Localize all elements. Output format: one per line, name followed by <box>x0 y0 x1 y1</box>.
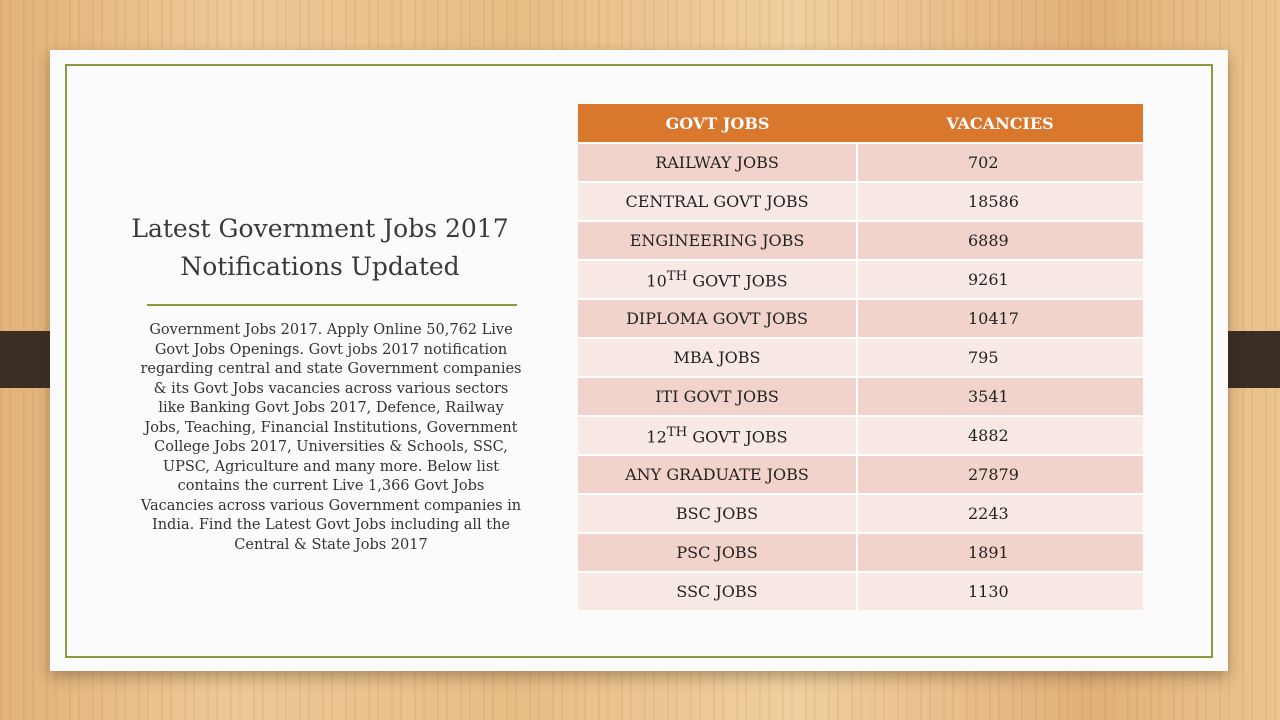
vacancies-cell: 1891 <box>857 533 1143 572</box>
table-row <box>578 260 1143 299</box>
job-suffix: GOVT JOBS <box>687 427 788 447</box>
vacancies-cell: 702 <box>857 143 1143 182</box>
vacancies-cell: 27879 <box>857 455 1143 494</box>
job-superscript: TH <box>666 424 688 440</box>
job-cell: ANY GRADUATE JOBS <box>578 455 857 494</box>
slide-title-line2: Notifications Updated <box>180 252 460 281</box>
job-suffix: GOVT JOBS <box>687 271 788 291</box>
job-cell: RAILWAY JOBS <box>578 143 857 182</box>
vacancies-cell: 2243 <box>857 494 1143 533</box>
vacancies-cell: 6889 <box>857 221 1143 260</box>
vacancies-cell: 3541 <box>857 377 1143 416</box>
table-header-row <box>578 104 1143 143</box>
jobs-table <box>578 104 1143 610</box>
table-row <box>578 455 1143 494</box>
job-cell: SSC JOBS <box>578 572 857 610</box>
table-row <box>578 299 1143 338</box>
vacancies-cell: 18586 <box>857 182 1143 221</box>
table-row <box>578 494 1143 533</box>
job-cell: DIPLOMA GOVT JOBS <box>578 299 857 338</box>
job-cell <box>578 260 857 299</box>
table-row <box>578 182 1143 221</box>
vacancies-cell: 10417 <box>857 299 1143 338</box>
job-prefix: 10 <box>646 271 667 291</box>
table-row <box>578 572 1143 610</box>
header-vacancies: VACANCIES <box>857 104 1143 143</box>
title-divider <box>147 304 517 306</box>
job-cell: BSC JOBS <box>578 494 857 533</box>
table-row <box>578 416 1143 455</box>
job-cell: ENGINEERING JOBS <box>578 221 857 260</box>
table-row <box>578 338 1143 377</box>
job-superscript: TH <box>666 268 688 284</box>
job-cell: ITI GOVT JOBS <box>578 377 857 416</box>
table-row <box>578 533 1143 572</box>
table-row <box>578 377 1143 416</box>
vacancies-cell: 795 <box>857 338 1143 377</box>
table-row <box>578 143 1143 182</box>
slide-title <box>130 210 510 286</box>
vacancies-cell: 9261 <box>857 260 1143 299</box>
slide <box>50 50 1228 671</box>
vacancies-cell: 1130 <box>857 572 1143 610</box>
job-prefix: 12 <box>646 427 667 447</box>
slide-description: Government Jobs 2017. Apply Online 50,762 Live Govt Jobs Openings. Govt jobs 2017 notification regarding central and state Government companies & its Govt Jobs vacancies across various sectors like Banking Govt Jobs 2017, Defence, Railway Jobs, Teaching, Financial Institutions, Government College Jobs 2017, Universities & Schools, SSC, UPSC, Agriculture and many more. Below list contains the current Live 1,366 Govt Jobs Vacancies across various Government companies in India. Find the Latest Govt Jobs including all the Central & State Jobs 2017 <box>140 322 522 553</box>
job-cell: PSC JOBS <box>578 533 857 572</box>
slide-title-line1: Latest Government Jobs 2017 <box>131 214 509 243</box>
vacancies-cell: 4882 <box>857 416 1143 455</box>
job-cell: CENTRAL GOVT JOBS <box>578 182 857 221</box>
job-cell: MBA JOBS <box>578 338 857 377</box>
table-row <box>578 221 1143 260</box>
header-govt-jobs: GOVT JOBS <box>578 104 857 143</box>
job-cell <box>578 416 857 455</box>
